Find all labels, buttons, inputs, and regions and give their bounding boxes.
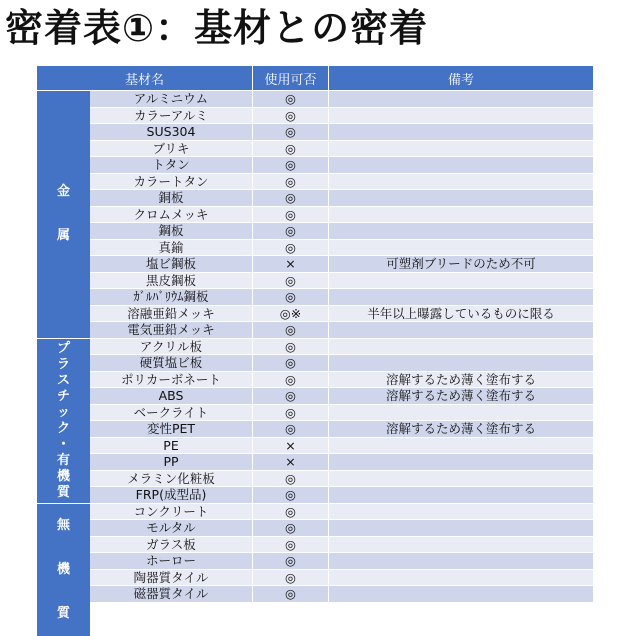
table-row: [90, 536, 593, 553]
usable-mark: ×: [253, 454, 329, 470]
table-row: [90, 519, 593, 536]
group-label-char: チ: [56, 388, 70, 404]
usable-mark: ◎: [253, 322, 329, 338]
table-row: [90, 404, 593, 421]
usable-mark: ◎: [253, 537, 329, 553]
usable-mark: ◎: [253, 504, 329, 520]
usable-mark: ◎: [253, 586, 329, 602]
header-usable: 使用可否: [253, 66, 329, 90]
material-name: ホーロー: [90, 553, 253, 569]
table-row: [90, 321, 593, 338]
note-text: 可塑剤ブリードのため不可: [386, 256, 536, 271]
material-name: カラーアルミ: [90, 108, 253, 124]
adhesion-table: [37, 66, 593, 636]
table-row: [90, 107, 593, 124]
page-title: 密着表①：基材との密着: [5, 6, 429, 50]
usable-mark: ◎: [253, 223, 329, 239]
note-text: [329, 504, 593, 520]
note-text: [329, 322, 593, 338]
group-label-char: 有: [56, 452, 70, 468]
table-body: [37, 90, 593, 636]
note-text: [329, 190, 593, 206]
usable-mark: ◎: [253, 339, 329, 355]
material-name: 銅板: [90, 190, 253, 206]
usable-mark: ◎: [253, 157, 329, 173]
group-label-char: 無: [56, 517, 70, 533]
note-text: 溶解するため薄く塗布する: [385, 371, 536, 387]
usable-mark: ◎: [253, 355, 329, 371]
table-row: [90, 90, 593, 107]
usable-mark: ×: [253, 256, 329, 272]
table-row: [90, 140, 593, 157]
usable-mark: ◎: [253, 91, 329, 107]
material-name: ｶﾞﾙﾊﾞﾘｳﾑ鋼板: [90, 289, 253, 305]
table-row: [90, 569, 593, 586]
group-label-char: 機: [56, 468, 70, 484]
material-name: クロムメッキ: [90, 207, 253, 223]
note-text: [329, 553, 593, 569]
material-name: 変性PET: [90, 421, 253, 437]
note-text: [329, 438, 593, 454]
material-name: アクリル板: [90, 339, 253, 355]
group-label-char: ク: [56, 420, 70, 436]
material-name: モルタル: [90, 520, 253, 536]
usable-mark: ◎: [253, 570, 329, 586]
group-label-char: 属: [56, 228, 70, 244]
note-text: [329, 405, 593, 421]
usable-mark: ◎: [253, 174, 329, 190]
note-text: [329, 355, 593, 371]
table-row: [90, 503, 593, 520]
header-material: 基材名: [37, 66, 253, 90]
table-row: [90, 305, 593, 322]
table-row: [90, 387, 593, 404]
material-name: 溶融亜鉛メッキ: [90, 306, 253, 322]
group-label: [37, 90, 90, 338]
table-row: [90, 173, 593, 190]
table-row: [90, 585, 593, 602]
group-label-char: プ: [56, 340, 70, 356]
table-row: [90, 272, 593, 289]
usable-mark: ◎: [253, 240, 329, 256]
usable-mark: ×: [253, 438, 329, 454]
usable-mark: ◎: [253, 471, 329, 487]
table-row: [90, 189, 593, 206]
note-text: [329, 157, 593, 173]
table-row: [90, 338, 593, 355]
usable-mark: ◎: [253, 190, 329, 206]
group-label-char: 機: [56, 561, 70, 577]
usable-mark: ◎: [253, 520, 329, 536]
note-text: [329, 207, 593, 223]
table-row: [90, 470, 593, 487]
material-group: [37, 90, 593, 338]
material-name: 電気亜鉛メッキ: [90, 322, 253, 338]
note-text: [329, 586, 593, 602]
material-name: 真鍮: [90, 240, 253, 256]
table-row: [90, 486, 593, 503]
material-name: ガラス板: [90, 537, 253, 553]
group-label-char: 金: [56, 184, 70, 200]
note-text: [329, 339, 593, 355]
material-name: 硬質塩ビ板: [90, 355, 253, 371]
note-text: [329, 537, 593, 553]
group-label: [37, 503, 90, 636]
note-text: [329, 570, 593, 586]
table-header: [37, 66, 593, 90]
usable-mark: ◎: [253, 141, 329, 157]
material-name: 塩ビ鋼板: [90, 256, 253, 272]
note-text: [329, 91, 593, 107]
table-row: [90, 552, 593, 569]
material-group: [37, 338, 593, 503]
usable-mark: ◎: [253, 487, 329, 503]
material-name: トタン: [90, 157, 253, 173]
usable-mark: ◎: [253, 124, 329, 140]
material-name: SUS304: [90, 124, 253, 140]
material-name: 陶器質タイル: [90, 570, 253, 586]
note-text: [329, 471, 593, 487]
group-label-char: ス: [56, 372, 70, 388]
material-name: FRP(成型品): [90, 487, 253, 503]
usable-mark: ◎※: [253, 306, 329, 322]
note-text: [329, 520, 593, 536]
usable-mark: ◎: [253, 388, 329, 404]
note-text: [329, 454, 593, 470]
table-row: [90, 123, 593, 140]
material-name: ABS: [90, 388, 253, 404]
usable-mark: ◎: [253, 421, 329, 437]
usable-mark: ◎: [253, 273, 329, 289]
material-name: ブリキ: [90, 141, 253, 157]
material-name: PP: [90, 454, 253, 470]
usable-mark: ◎: [253, 405, 329, 421]
group-label-char: 質: [56, 605, 70, 621]
table-row: [90, 354, 593, 371]
table-row: [90, 453, 593, 470]
note-text: [329, 108, 593, 124]
header-notes: 備考: [447, 72, 474, 88]
table-row: [90, 222, 593, 239]
note-text: [329, 124, 593, 140]
table-row: [90, 239, 593, 256]
note-text: 半年以上曝露しているものに限る: [367, 305, 555, 321]
table-row: [90, 288, 593, 305]
material-name: ベークライト: [90, 405, 253, 421]
table-row: [90, 156, 593, 173]
material-name: 鋼板: [90, 223, 253, 239]
table-row: [90, 371, 593, 388]
usable-mark: ◎: [253, 289, 329, 305]
group-label-char: 質: [56, 484, 70, 500]
note-text: [329, 487, 593, 503]
material-name: ポリカーボネート: [90, 372, 253, 388]
material-name: 磁器質タイル: [90, 586, 253, 602]
note-text: [329, 289, 593, 305]
material-name: カラートタン: [90, 174, 253, 190]
usable-mark: ◎: [253, 207, 329, 223]
note-text: [329, 223, 593, 239]
usable-mark: ◎: [253, 108, 329, 124]
group-label-char: ・: [56, 436, 70, 452]
note-text: [329, 141, 593, 157]
material-group: [37, 503, 593, 636]
table-row: [90, 206, 593, 223]
material-name: 黒皮鋼板: [90, 273, 253, 289]
usable-mark: ◎: [253, 372, 329, 388]
table-row: [90, 420, 593, 437]
material-name: コンクリート: [90, 504, 253, 520]
material-name: メラミン化粧板: [90, 471, 253, 487]
group-label: [37, 338, 90, 503]
usable-mark: ◎: [253, 553, 329, 569]
note-text: [329, 240, 593, 256]
material-name: アルミニウム: [90, 91, 253, 107]
note-text: [329, 273, 593, 289]
material-name: PE: [90, 438, 253, 454]
group-label-char: ッ: [56, 404, 70, 420]
table-row: [90, 255, 593, 272]
note-text: [329, 174, 593, 190]
note-text: 溶解するため薄く塗布する: [385, 421, 536, 436]
note-text: 溶解するため薄く塗布する: [385, 388, 536, 403]
group-label-char: ラ: [56, 356, 70, 372]
table-row: [90, 437, 593, 454]
